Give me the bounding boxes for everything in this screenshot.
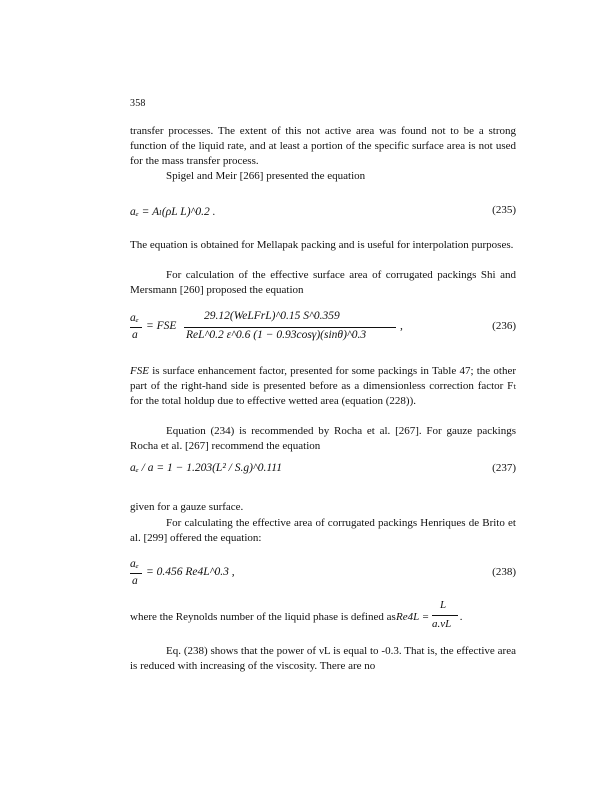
reynolds-definition-line bbox=[130, 599, 516, 632]
equation-237 bbox=[130, 462, 516, 496]
equation-237-body: aₑ / a = 1 − 1.203(L² / S.g)^0.111 bbox=[130, 462, 282, 474]
eq236-tail: , bbox=[400, 320, 403, 332]
eq236-lhs-den: a bbox=[132, 329, 138, 341]
paragraph-8: For calculating the effective area of corrugated packings Henriques de Brito et al. [299] offered the equation: bbox=[130, 517, 516, 544]
paragraph-6: Equation (234) is recommended by Rocha et al. [267]. For gauze packings Rocha et al. [267] recommend the equation bbox=[130, 425, 516, 452]
equation-236-number: (236) bbox=[492, 320, 516, 332]
equation-238 bbox=[130, 558, 516, 596]
eq236-denominator: ReL^0.2 ε^0.6 (1 − 0.93cosγ)(sinθ)^0.3 bbox=[186, 329, 367, 341]
equation-235-number: (235) bbox=[492, 204, 516, 216]
paragraph-2: Spigel and Meir [266] presented the equation bbox=[166, 170, 366, 182]
eq238-lhs-bar bbox=[130, 573, 142, 574]
re-def-den: a.νL bbox=[432, 618, 452, 630]
eq236-equals: = FSE bbox=[146, 320, 177, 332]
paragraph-4: For calculation of the effective surface area of corrugated packings Shi and Mersmann [260] proposed the equation bbox=[130, 269, 516, 296]
re-def-tail: . bbox=[460, 611, 463, 623]
equation-236 bbox=[130, 312, 516, 352]
paragraph-3: The equation is obtained for Mellapak packing and is useful for interpolation purposes. bbox=[130, 239, 514, 251]
re-def-bar bbox=[432, 615, 458, 616]
re-def-lhs: Re4L = bbox=[396, 611, 430, 623]
eq236-lhs-bar bbox=[130, 327, 142, 328]
equation-238-number: (238) bbox=[492, 566, 516, 578]
eq238-lhs-den: a bbox=[132, 575, 138, 587]
eq236-fraction-bar bbox=[184, 327, 396, 328]
equation-235 bbox=[130, 204, 516, 238]
eq238-lhs-num: aₑ bbox=[130, 558, 139, 570]
fse-symbol: FSE bbox=[130, 365, 149, 377]
equation-235-body: aₑ = Aₗ(ρL L)^0.2 . bbox=[130, 206, 216, 218]
eq238-rhs: = 0.456 Re4L^0.3 , bbox=[146, 566, 235, 578]
re-def-num: L bbox=[440, 599, 447, 611]
paragraph-1: transfer processes. The extent of this not active area was found not to be a strong function of the liquid rate, and at least a portion of the specific surface area is not used for the mass transfer process. bbox=[130, 125, 516, 167]
equation-237-number: (237) bbox=[492, 462, 516, 474]
eq236-numerator: 29.12(WeLFrL)^0.15 S^0.359 bbox=[204, 310, 340, 322]
paragraph-10: Eq. (238) shows that the power of νL is equal to -0.3. That is, the effective area is reduced with increasing of the viscosity. There are no bbox=[130, 645, 516, 672]
paragraph-5-text: is surface enhancement factor, presented for some packings in Table 47; the other part of the right-hand side is presented before as a dimensionless correction factor Fₜ for the total holdup due to effective wetted area (equation (228)). bbox=[130, 365, 517, 407]
paragraph-5 bbox=[130, 364, 516, 409]
paragraph-7: given for a gauze surface. bbox=[130, 501, 244, 513]
paragraph-9: where the Reynolds number of the liquid phase is defined as bbox=[130, 611, 396, 623]
eq236-lhs-num: aₑ bbox=[130, 312, 139, 324]
page-number: 358 bbox=[130, 98, 146, 109]
